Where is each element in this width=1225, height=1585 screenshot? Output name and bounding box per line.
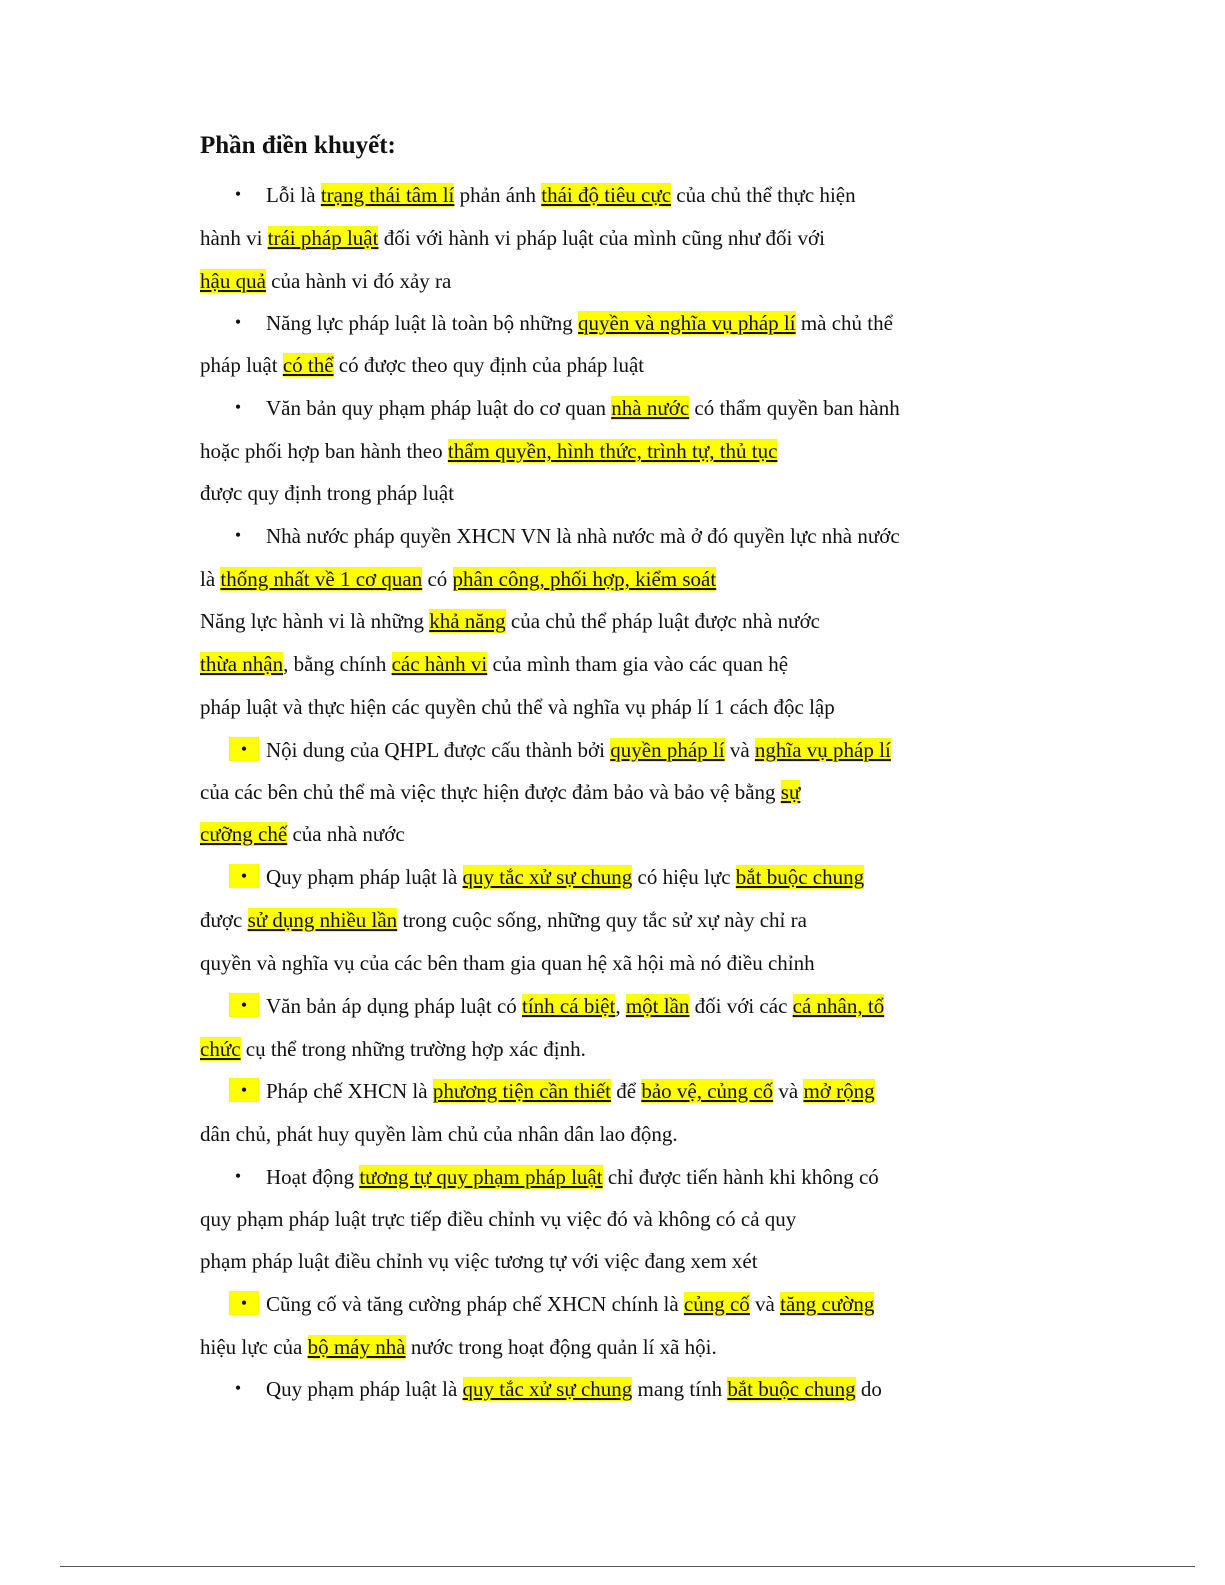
answer-blank: bắt buộc chung <box>727 1377 856 1401</box>
item-6-line-1: Nội dung của QHPL được cấu thành bởi quyền pháp lí và nghĩa vụ pháp lí <box>266 738 891 762</box>
answer-blank: mở rộng <box>803 1079 875 1103</box>
answer-blank: bộ máy nhà <box>307 1335 406 1359</box>
item-3-line-1: Văn bản quy phạm pháp luật do cơ quan nhà nước có thẩm quyền ban hành <box>266 396 900 420</box>
item-5-line-1: Năng lực hành vi là những khả năng của chủ thể pháp luật được nhà nước <box>200 609 820 633</box>
answer-blank: trạng thái tâm lí <box>320 183 455 207</box>
item-4-line-1: Nhà nước pháp quyền XHCN VN là nhà nước mà ở đó quyền lực nhà nước <box>266 524 900 548</box>
answer-blank: các hành vi <box>391 652 488 676</box>
bullet-marker: • <box>234 1166 242 1186</box>
answer-blank: cưỡng chế <box>200 822 288 846</box>
item-5-line-2: thừa nhận, bằng chính các hành vi của mình tham gia vào các quan hệ <box>200 652 789 676</box>
answer-blank: tính cá biệt <box>522 994 616 1018</box>
answer-blank: nghĩa vụ pháp lí <box>754 738 891 762</box>
item-9-line-1: Pháp chế XHCN là phương tiện cần thiết để bảo vệ, củng cố và mở rộng <box>266 1079 875 1103</box>
bullet-marker: • <box>229 864 259 888</box>
item-10-line-2: quy phạm pháp luật trực tiếp điều chỉnh vụ việc đó và không có cả quy <box>200 1207 797 1231</box>
bullet-marker: • <box>229 1078 259 1102</box>
bullet-marker: • <box>229 1291 259 1315</box>
answer-blank: tăng cường <box>780 1292 875 1316</box>
item-6-line-2: của các bên chủ thể mà việc thực hiện được đảm bảo và bảo vệ bằng sự <box>200 780 801 804</box>
answer-blank: quy tắc xử sự chung <box>462 1377 633 1401</box>
section-heading: Phần điền khuyết: <box>200 132 396 159</box>
page-bottom-rule <box>60 1566 1195 1567</box>
item-3-line-2: hoặc phối hợp ban hành theo thẩm quyền, hình thức, trình tự, thủ tục <box>200 439 778 463</box>
item-4-line-2: là thống nhất về 1 cơ quan có phân công, phối hợp, kiểm soát <box>200 567 717 591</box>
answer-blank: quyền và nghĩa vụ pháp lí <box>578 311 796 335</box>
answer-blank: trái pháp luật <box>267 226 379 250</box>
item-11-line-2: hiệu lực của bộ máy nhà nước trong hoạt động quản lí xã hội. <box>200 1335 717 1359</box>
answer-blank: thống nhất về 1 cơ quan <box>220 567 423 591</box>
answer-blank: củng cố <box>683 1292 750 1316</box>
answer-blank: phương tiện cần thiết <box>432 1079 612 1103</box>
answer-blank: bảo vệ, củng cố <box>641 1079 774 1103</box>
bullet-marker: • <box>234 312 242 332</box>
answer-blank: bắt buộc chung <box>735 865 865 889</box>
item-10-line-3: phạm pháp luật điều chỉnh vụ việc tương tự với việc đang xem xét <box>200 1249 758 1273</box>
bullet-marker: • <box>234 525 242 545</box>
answer-blank: hậu quả <box>200 269 266 293</box>
answer-blank: phân công, phối hợp, kiểm soát <box>452 567 717 591</box>
item-7-line-3: quyền và nghĩa vụ của các bên tham gia quan hệ xã hội mà nó điều chỉnh <box>200 951 815 975</box>
item-9-line-2: dân chủ, phát huy quyền làm chủ của nhân dân lao động. <box>200 1122 678 1146</box>
item-10-line-1: Hoạt động tương tự quy phạm pháp luật chỉ được tiến hành khi không có <box>266 1165 879 1189</box>
item-3-line-3: được quy định trong pháp luật <box>200 481 455 505</box>
item-1-line-1: Lỗi là trạng thái tâm lí phản ánh thái độ tiêu cực của chủ thể thực hiện <box>266 183 856 207</box>
answer-blank: thái độ tiêu cực <box>541 183 672 207</box>
item-12-line-1: Quy phạm pháp luật là quy tắc xử sự chung mang tính bắt buộc chung do <box>266 1377 882 1401</box>
item-2-line-1: Năng lực pháp luật là toàn bộ những quyền và nghĩa vụ pháp lí mà chủ thể <box>266 311 893 335</box>
answer-blank: khả năng <box>429 609 506 633</box>
item-1-line-3: hậu quả của hành vi đó xảy ra <box>200 269 452 293</box>
item-7-line-2: được sử dụng nhiều lần trong cuộc sống, những quy tắc sử xự này chỉ ra <box>200 908 807 932</box>
answer-blank: sự <box>780 780 801 804</box>
item-2-line-2: pháp luật có thể có được theo quy định của pháp luật <box>200 353 645 377</box>
answer-blank: thẩm quyền, hình thức, trình tự, thủ tục <box>447 439 778 463</box>
bullet-marker: • <box>234 397 242 417</box>
item-11-line-1: Cũng cố và tăng cường pháp chế XHCN chính là củng cố và tăng cường <box>266 1292 875 1316</box>
item-1-line-2: hành vi trái pháp luật đối với hành vi pháp luật của mình cũng như đối với <box>200 226 825 250</box>
item-5-line-3: pháp luật và thực hiện các quyền chủ thể và nghĩa vụ pháp lí 1 cách độc lập <box>200 695 835 719</box>
item-7-line-1: Quy phạm pháp luật là quy tắc xử sự chung có hiệu lực bắt buộc chung <box>266 865 865 889</box>
bullet-marker: • <box>234 184 242 204</box>
item-8-line-1: Văn bản áp dụng pháp luật có tính cá biệt, một lần đối với các cá nhân, tổ <box>266 994 885 1018</box>
item-6-line-3: cưỡng chế của nhà nước <box>200 822 405 846</box>
answer-blank: tương tự quy phạm pháp luật <box>359 1165 603 1189</box>
bullet-marker: • <box>229 737 259 761</box>
bullet-marker: • <box>234 1378 242 1398</box>
answer-blank: nhà nước <box>611 396 690 420</box>
answer-blank: một lần <box>625 994 690 1018</box>
answer-blank: có thể <box>282 353 334 377</box>
answer-blank: sử dụng nhiều lần <box>247 908 398 932</box>
answer-blank: quy tắc xử sự chung <box>462 865 633 889</box>
answer-blank: cá nhân, tổ <box>792 994 885 1018</box>
answer-blank: quyền pháp lí <box>610 738 725 762</box>
bullet-marker: • <box>229 993 259 1017</box>
answer-blank: chức <box>200 1037 241 1061</box>
item-8-line-2: chức cụ thể trong những trường hợp xác định. <box>200 1037 586 1061</box>
answer-blank: thừa nhận <box>200 652 284 676</box>
